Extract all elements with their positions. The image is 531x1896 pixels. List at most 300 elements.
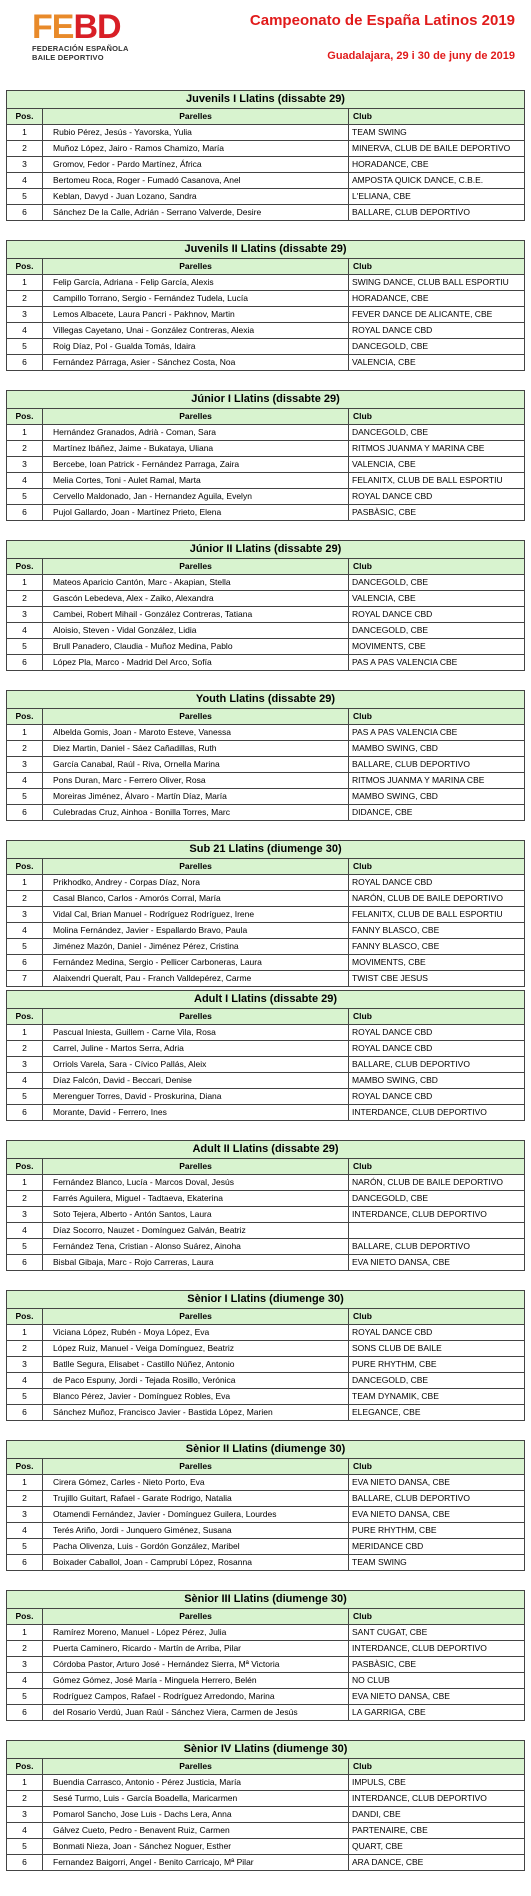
position-cell: 4	[7, 773, 43, 789]
club-cell: DANCEGOLD, CBE	[349, 1373, 525, 1389]
section-title-row	[7, 1141, 525, 1159]
table-row	[7, 805, 525, 821]
table-row	[7, 891, 525, 907]
club-cell: BALLARE, CLUB DEPORTIVO	[349, 757, 525, 773]
section-title-row	[7, 241, 525, 259]
table-row	[7, 1523, 525, 1539]
position-cell: 1	[7, 1625, 43, 1641]
couple-cell: López Pla, Marco - Madrid Del Arco, Sofía	[43, 655, 349, 671]
club-cell: BALLARE, CLUB DEPORTIVO	[349, 1057, 525, 1073]
results-section	[6, 240, 524, 390]
club-cell: PASBÀSIC, CBE	[349, 505, 525, 521]
results-table	[6, 1740, 525, 1871]
section-title: Sènior I Llatins (diumenge 30)	[7, 1291, 525, 1309]
column-header-row	[7, 859, 525, 875]
club-cell: MAMBO SWING, CBD	[349, 741, 525, 757]
couple-cell: Ramírez Moreno, Manuel - López Pérez, Julia	[43, 1625, 349, 1641]
section-title: Adult I Llatins (dissabte 29)	[7, 991, 525, 1009]
position-cell: 6	[7, 1405, 43, 1421]
couple-cell: Keblan, Davyd - Juan Lozano, Sandra	[43, 189, 349, 205]
parelles-header: Parelles	[43, 859, 349, 875]
couple-cell: Gascón Lebedeva, Alex - Zaiko, Alexandra	[43, 591, 349, 607]
club-cell: INTERDANCE, CLUB DEPORTIVO	[349, 1207, 525, 1223]
pos-header: Pos.	[7, 1459, 43, 1475]
pos-header: Pos.	[7, 1759, 43, 1775]
table-row	[7, 1089, 525, 1105]
column-header-row	[7, 409, 525, 425]
couple-cell: Fernández Blanco, Lucía - Marcos Doval, Jesús	[43, 1175, 349, 1191]
club-cell: TEAM SWING	[349, 1555, 525, 1571]
club-cell: FEVER DANCE DE ALICANTE, CBE	[349, 307, 525, 323]
parelles-header: Parelles	[43, 1609, 349, 1625]
couple-cell: Córdoba Pastor, Arturo José - Hernández Sierra, Mª Victoria	[43, 1657, 349, 1673]
club-cell: RITMOS JUANMA Y MARINA CBE	[349, 441, 525, 457]
table-row	[7, 1389, 525, 1405]
table-row	[7, 1207, 525, 1223]
couple-cell: Felip García, Adriana - Felip García, Alexis	[43, 275, 349, 291]
couple-cell: Hernández Granados, Adrià - Coman, Sara	[43, 425, 349, 441]
table-row	[7, 1025, 525, 1041]
table-row	[7, 757, 525, 773]
section-title: Juvenils II Llatins (dissabte 29)	[7, 241, 525, 259]
position-cell: 1	[7, 725, 43, 741]
couple-cell: Bertomeu Roca, Roger - Fumadó Casanova, Anel	[43, 173, 349, 189]
club-cell: DANCEGOLD, CBE	[349, 1191, 525, 1207]
position-cell: 1	[7, 575, 43, 591]
club-cell: DANCEGOLD, CBE	[349, 339, 525, 355]
parelles-header: Parelles	[43, 1459, 349, 1475]
couple-cell: Cambei, Robert Mihail - González Contreras, Tatiana	[43, 607, 349, 623]
section-title: Júnior I Llatins (dissabte 29)	[7, 391, 525, 409]
couple-cell: Rodríguez Campos, Rafael - Rodríguez Arredondo, Marina	[43, 1689, 349, 1705]
position-cell: 2	[7, 141, 43, 157]
table-row	[7, 1191, 525, 1207]
couple-cell: Fernández Tena, Cristian - Alonso Suárez, Ainoha	[43, 1239, 349, 1255]
table-row	[7, 473, 525, 489]
results-table	[6, 390, 525, 521]
couple-cell: Culebradas Cruz, Ainhoa - Bonilla Torres, Marc	[43, 805, 349, 821]
table-row	[7, 1539, 525, 1555]
position-cell: 5	[7, 789, 43, 805]
couple-cell: Soto Tejera, Alberto - Antón Santos, Laura	[43, 1207, 349, 1223]
couple-cell: Orriols Varela, Sara - Cívico Pallás, Aleix	[43, 1057, 349, 1073]
table-row	[7, 575, 525, 591]
table-row	[7, 1325, 525, 1341]
table-row	[7, 1673, 525, 1689]
club-cell: DANCEGOLD, CBE	[349, 623, 525, 639]
position-cell: 6	[7, 955, 43, 971]
position-cell: 6	[7, 805, 43, 821]
results-section	[6, 390, 524, 540]
results-section	[6, 1290, 524, 1440]
club-header: Club	[349, 109, 525, 125]
position-cell: 1	[7, 125, 43, 141]
position-cell: 6	[7, 1105, 43, 1121]
table-row	[7, 125, 525, 141]
table-row	[7, 623, 525, 639]
couple-cell: Boixader Caballol, Joan - Camprubí López, Rosanna	[43, 1555, 349, 1571]
position-cell: 1	[7, 275, 43, 291]
table-row	[7, 1775, 525, 1791]
position-cell: 4	[7, 1523, 43, 1539]
club-cell: PURE RHYTHM, CBE	[349, 1357, 525, 1373]
table-row	[7, 1507, 525, 1523]
table-row	[7, 655, 525, 671]
couple-cell: Vidal Cal, Brian Manuel - Rodríguez Rodríguez, Irene	[43, 907, 349, 923]
position-cell: 3	[7, 457, 43, 473]
position-cell: 2	[7, 891, 43, 907]
table-row	[7, 205, 525, 221]
couple-cell: Trujillo Guitart, Rafael - Garate Rodrigo, Natalia	[43, 1491, 349, 1507]
couple-cell: Rubio Pérez, Jesús - Yavorska, Yulia	[43, 125, 349, 141]
column-header-row	[7, 1609, 525, 1625]
table-row	[7, 189, 525, 205]
results-section	[6, 90, 524, 240]
pos-header: Pos.	[7, 559, 43, 575]
couple-cell: Morante, David - Ferrero, Ines	[43, 1105, 349, 1121]
couple-cell: García Canabal, Raúl - Riva, Ornella Marina	[43, 757, 349, 773]
position-cell: 1	[7, 1175, 43, 1191]
couple-cell: Viciana López, Rubén - Moya López, Eva	[43, 1325, 349, 1341]
table-row	[7, 1491, 525, 1507]
table-row	[7, 355, 525, 371]
position-cell: 2	[7, 291, 43, 307]
table-row	[7, 457, 525, 473]
couple-cell: Fernández Medina, Sergio - Pellicer Carboneras, Laura	[43, 955, 349, 971]
club-cell: DANCEGOLD, CBE	[349, 575, 525, 591]
position-cell: 2	[7, 591, 43, 607]
couple-cell: Moreiras Jiménez, Álvaro - Martín Díaz, María	[43, 789, 349, 805]
couple-cell: Otamendi Fernández, Javier - Domínguez Guilera, Lourdes	[43, 1507, 349, 1523]
club-cell: PARTENAIRE, CBE	[349, 1823, 525, 1839]
club-cell: FANNY BLASCO, CBE	[349, 939, 525, 955]
couple-cell: Cirera Gómez, Carles - Nieto Porto, Eva	[43, 1475, 349, 1491]
position-cell: 4	[7, 1673, 43, 1689]
position-cell: 4	[7, 1223, 43, 1239]
couple-cell: Pascual Iniesta, Guillem - Carne Vila, Rosa	[43, 1025, 349, 1041]
table-row	[7, 275, 525, 291]
position-cell: 3	[7, 157, 43, 173]
position-cell: 3	[7, 907, 43, 923]
position-cell: 5	[7, 639, 43, 655]
position-cell: 3	[7, 757, 43, 773]
club-cell: SONS CLUB DE BAILE	[349, 1341, 525, 1357]
couple-cell: Bercebe, Ioan Patrick - Fernández Parraga, Zaira	[43, 457, 349, 473]
couple-cell: del Rosario Verdú, Juan Raúl - Sánchez Viera, Carmen de Jesús	[43, 1705, 349, 1721]
club-cell: NARÓN, CLUB DE BAILE DEPORTIVO	[349, 891, 525, 907]
position-cell: 4	[7, 1823, 43, 1839]
position-cell: 1	[7, 1475, 43, 1491]
position-cell: 5	[7, 1089, 43, 1105]
position-cell: 1	[7, 425, 43, 441]
club-cell	[349, 1223, 525, 1239]
club-cell: HORADANCE, CBE	[349, 157, 525, 173]
club-header: Club	[349, 259, 525, 275]
table-row	[7, 1373, 525, 1389]
position-cell: 2	[7, 1491, 43, 1507]
position-cell: 3	[7, 1657, 43, 1673]
club-cell: ROYAL DANCE CBD	[349, 1025, 525, 1041]
club-cell: PAS A PAS VALENCIA CBE	[349, 725, 525, 741]
couple-cell: Batlle Segura, Elisabet - Castillo Núñez, Antonio	[43, 1357, 349, 1373]
table-row	[7, 923, 525, 939]
table-row	[7, 1073, 525, 1089]
page-subtitle: Guadalajara, 29 i 30 de juny de 2019	[327, 50, 515, 62]
table-row	[7, 639, 525, 655]
couple-cell: Blanco Pérez, Javier - Domínguez Robles, Eva	[43, 1389, 349, 1405]
table-row	[7, 1807, 525, 1823]
table-row	[7, 1823, 525, 1839]
club-cell: IMPULS, CBE	[349, 1775, 525, 1791]
club-cell: ROYAL DANCE CBD	[349, 1041, 525, 1057]
position-cell: 3	[7, 607, 43, 623]
parelles-header: Parelles	[43, 409, 349, 425]
parelles-header: Parelles	[43, 1009, 349, 1025]
position-cell: 3	[7, 1357, 43, 1373]
club-cell: HORADANCE, CBE	[349, 291, 525, 307]
table-row	[7, 591, 525, 607]
section-title-row	[7, 391, 525, 409]
couple-cell: Melia Cortes, Toni - Aulet Ramal, Marta	[43, 473, 349, 489]
section-title-row	[7, 541, 525, 559]
couple-cell: Bisbal Gibaja, Marc - Rojo Carreras, Laura	[43, 1255, 349, 1271]
results-section	[6, 1140, 524, 1290]
section-title-row	[7, 841, 525, 859]
febd-logo	[32, 10, 152, 62]
table-row	[7, 875, 525, 891]
results-table	[6, 1440, 525, 1571]
results-table	[6, 1290, 525, 1421]
club-cell: MERIDANCE CBD	[349, 1539, 525, 1555]
table-row	[7, 1357, 525, 1373]
table-row	[7, 1341, 525, 1357]
club-cell: AMPOSTA QUICK DANCE, C.B.E.	[349, 173, 525, 189]
position-cell: 4	[7, 473, 43, 489]
club-cell: MAMBO SWING, CBD	[349, 1073, 525, 1089]
table-row	[7, 291, 525, 307]
club-cell: TWIST CBE JESUS	[349, 971, 525, 987]
pos-header: Pos.	[7, 259, 43, 275]
club-cell: VALENCIA, CBE	[349, 457, 525, 473]
results-table	[6, 840, 525, 987]
position-cell: 2	[7, 441, 43, 457]
column-header-row	[7, 1459, 525, 1475]
table-row	[7, 307, 525, 323]
position-cell: 2	[7, 1191, 43, 1207]
club-header: Club	[349, 559, 525, 575]
couple-cell: Molina Fernández, Javier - Espallardo Bravo, Paula	[43, 923, 349, 939]
club-cell: ROYAL DANCE CBD	[349, 1325, 525, 1341]
club-cell: PURE RHYTHM, CBE	[349, 1523, 525, 1539]
position-cell: 5	[7, 939, 43, 955]
club-header: Club	[349, 709, 525, 725]
parelles-header: Parelles	[43, 259, 349, 275]
couple-cell: Alaixendri Queralt, Pau - Franch Valldepérez, Carme	[43, 971, 349, 987]
position-cell: 1	[7, 1775, 43, 1791]
fe-bd-logo-icon: FE BD	[32, 8, 121, 46]
couple-cell: Pons Duran, Marc - Ferrero Oliver, Rosa	[43, 773, 349, 789]
club-cell: INTERDANCE, CLUB DEPORTIVO	[349, 1791, 525, 1807]
section-title: Júnior II Llatins (dissabte 29)	[7, 541, 525, 559]
club-cell: SANT CUGAT, CBE	[349, 1625, 525, 1641]
position-cell: 5	[7, 489, 43, 505]
couple-cell: Gromov, Fedor - Pardo Martínez, África	[43, 157, 349, 173]
couple-cell: Lemos Albacete, Laura Pancri - Pakhnov, Martin	[43, 307, 349, 323]
position-cell: 4	[7, 923, 43, 939]
parelles-header: Parelles	[43, 109, 349, 125]
position-cell: 3	[7, 1207, 43, 1223]
couple-cell: Diez Martin, Daniel - Sáez Cañadillas, Ruth	[43, 741, 349, 757]
table-row	[7, 425, 525, 441]
parelles-header: Parelles	[43, 559, 349, 575]
section-title: Sènior III Llatins (diumenge 30)	[7, 1591, 525, 1609]
position-cell: 6	[7, 655, 43, 671]
couple-cell: Díaz Socorro, Nauzet - Domínguez Galván, Beatriz	[43, 1223, 349, 1239]
club-cell: VALENCIA, CBE	[349, 355, 525, 371]
results-section	[6, 990, 524, 1140]
pos-header: Pos.	[7, 109, 43, 125]
couple-cell: Pacha Olivenza, Luis - Gordón González, Maribel	[43, 1539, 349, 1555]
table-row	[7, 1239, 525, 1255]
results-sections	[6, 90, 524, 1890]
position-cell: 6	[7, 1705, 43, 1721]
couple-cell: Gálvez Cueto, Pedro - Benavent Ruiz, Carmen	[43, 1823, 349, 1839]
column-header-row	[7, 709, 525, 725]
club-cell: ROYAL DANCE CBD	[349, 1089, 525, 1105]
club-cell: RITMOS JUANMA Y MARINA CBE	[349, 773, 525, 789]
couple-cell: Buendia Carrasco, Antonio - Pérez Justicia, María	[43, 1775, 349, 1791]
parelles-header: Parelles	[43, 1309, 349, 1325]
club-cell: MOVIMENTS, CBE	[349, 955, 525, 971]
table-row	[7, 141, 525, 157]
club-cell: FELANITX, CLUB DE BALL ESPORTIU	[349, 907, 525, 923]
club-cell: NARÓN, CLUB DE BAILE DEPORTIVO	[349, 1175, 525, 1191]
results-table	[6, 1590, 525, 1721]
couple-cell: Mateos Aparicio Cantón, Marc - Akapian, Stella	[43, 575, 349, 591]
results-table	[6, 90, 525, 221]
couple-cell: Roig Díaz, Pol - Gualda Tomás, Idaira	[43, 339, 349, 355]
club-cell: ARA DANCE, CBE	[349, 1855, 525, 1871]
club-cell: VALENCIA, CBE	[349, 591, 525, 607]
club-header: Club	[349, 1309, 525, 1325]
table-row	[7, 939, 525, 955]
table-row	[7, 955, 525, 971]
logo-line2: BAILE DEPORTIVO	[32, 53, 104, 62]
column-header-row	[7, 259, 525, 275]
section-title-row	[7, 1591, 525, 1609]
club-header: Club	[349, 859, 525, 875]
position-cell: 4	[7, 623, 43, 639]
club-cell: TEAM SWING	[349, 125, 525, 141]
section-title: Youth Llatins (dissabte 29)	[7, 691, 525, 709]
table-row	[7, 607, 525, 623]
table-row	[7, 1105, 525, 1121]
couple-cell: Prikhodko, Andrey - Corpas Díaz, Nora	[43, 875, 349, 891]
column-header-row	[7, 1309, 525, 1325]
couple-cell: Díaz Falcón, David - Beccari, Denise	[43, 1073, 349, 1089]
club-cell: MINERVA, CLUB DE BAILE DEPORTIVO	[349, 141, 525, 157]
pos-header: Pos.	[7, 1609, 43, 1625]
club-cell: FELANITX, CLUB DE BALL ESPORTIU	[349, 473, 525, 489]
couple-cell: Gómez Gómez, José María - Minguela Herrero, Belén	[43, 1673, 349, 1689]
pos-header: Pos.	[7, 1309, 43, 1325]
section-title: Sub 21 Llatins (diumenge 30)	[7, 841, 525, 859]
couple-cell: Fernandez Baigorri, Angel - Benito Carricajo, Mª Pilar	[43, 1855, 349, 1871]
couple-cell: Pomarol Sancho, Jose Luis - Dachs Lera, Anna	[43, 1807, 349, 1823]
club-cell: EVA NIETO DANSA, CBE	[349, 1507, 525, 1523]
couple-cell: Pujol Gallardo, Joan - Martínez Prieto, Elena	[43, 505, 349, 521]
position-cell: 3	[7, 1507, 43, 1523]
position-cell: 6	[7, 1255, 43, 1271]
column-header-row	[7, 1009, 525, 1025]
position-cell: 5	[7, 1839, 43, 1855]
table-row	[7, 1255, 525, 1271]
section-title-row	[7, 1441, 525, 1459]
club-cell: BALLARE, CLUB DEPORTIVO	[349, 1491, 525, 1507]
position-cell: 6	[7, 1555, 43, 1571]
pos-header: Pos.	[7, 709, 43, 725]
logo-line1: FEDERACIÓN ESPAÑOLA	[32, 44, 129, 53]
club-cell: MOVIMENTS, CBE	[349, 639, 525, 655]
couple-cell: Sesé Turmo, Luis - García Boadella, Maricarmen	[43, 1791, 349, 1807]
pos-header: Pos.	[7, 859, 43, 875]
club-cell: QUART, CBE	[349, 1839, 525, 1855]
couple-cell: Albelda Gomis, Joan - Maroto Esteve, Vanessa	[43, 725, 349, 741]
column-header-row	[7, 1159, 525, 1175]
section-title: Juvenils I Llatins (dissabte 29)	[7, 91, 525, 109]
table-row	[7, 1175, 525, 1191]
club-cell: ROYAL DANCE CBD	[349, 489, 525, 505]
column-header-row	[7, 109, 525, 125]
couple-cell: López Ruiz, Manuel - Veiga Domínguez, Beatriz	[43, 1341, 349, 1357]
section-title-row	[7, 1741, 525, 1759]
position-cell: 5	[7, 1389, 43, 1405]
position-cell: 2	[7, 1641, 43, 1657]
table-row	[7, 971, 525, 987]
position-cell: 1	[7, 875, 43, 891]
table-row	[7, 505, 525, 521]
parelles-header: Parelles	[43, 1159, 349, 1175]
club-cell: ROYAL DANCE CBD	[349, 607, 525, 623]
position-cell: 5	[7, 1539, 43, 1555]
club-header: Club	[349, 1609, 525, 1625]
club-header: Club	[349, 1159, 525, 1175]
position-cell: 4	[7, 173, 43, 189]
pos-header: Pos.	[7, 1009, 43, 1025]
table-row	[7, 323, 525, 339]
position-cell: 4	[7, 1073, 43, 1089]
couple-cell: Campillo Torrano, Sergio - Fernández Tudela, Lucía	[43, 291, 349, 307]
couple-cell: Aloisio, Steven - Vidal González, Lidia	[43, 623, 349, 639]
results-table	[6, 990, 525, 1121]
club-cell: MAMBO SWING, CBD	[349, 789, 525, 805]
page-title: Campeonato de España Latinos 2019	[249, 12, 515, 29]
position-cell: 2	[7, 1791, 43, 1807]
club-cell: SWING DANCE, CLUB BALL ESPORTIU	[349, 275, 525, 291]
parelles-header: Parelles	[43, 709, 349, 725]
couple-cell: Brull Panadero, Claudia - Muñoz Medina, Pablo	[43, 639, 349, 655]
club-cell: EVA NIETO DANSA, CBE	[349, 1255, 525, 1271]
club-header: Club	[349, 1459, 525, 1475]
section-title: Adult II Llatins (dissabte 29)	[7, 1141, 525, 1159]
results-section	[6, 690, 524, 840]
column-header-row	[7, 559, 525, 575]
results-section	[6, 540, 524, 690]
position-cell: 3	[7, 1057, 43, 1073]
position-cell: 3	[7, 307, 43, 323]
club-cell: TEAM DYNAMIK, CBE	[349, 1389, 525, 1405]
couple-cell: Martínez Ibáñez, Jaime - Bukataya, Uliana	[43, 441, 349, 457]
